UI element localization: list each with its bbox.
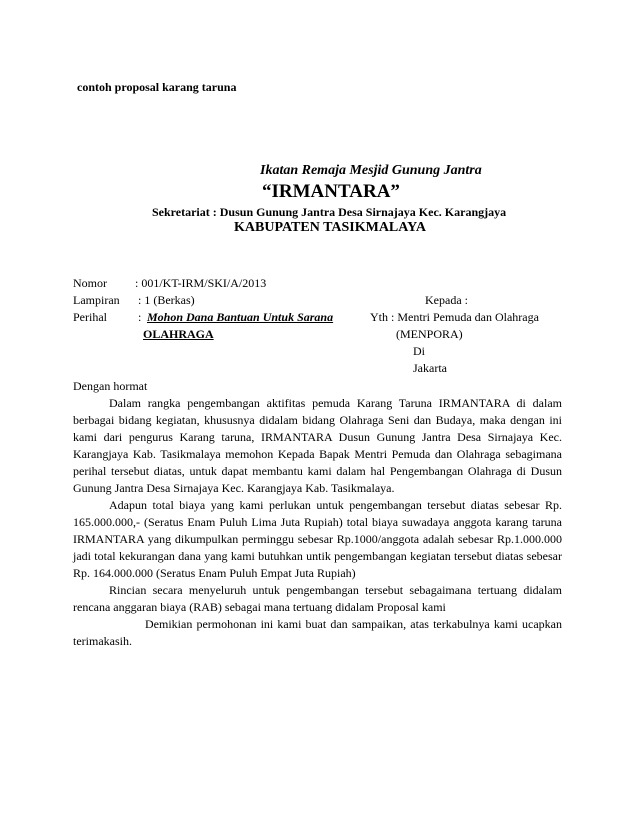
paragraph-3: Rincian secara menyeluruh untuk pengembangan tersebut sebagaimana tertuang didalam rencana anggaran biaya (RAB) sebagai mana tertuang didalam Proposal kami — [73, 583, 562, 614]
recipient-di: Di — [413, 344, 425, 358]
letter-body — [73, 378, 562, 650]
perihal-value-cont: OLAHRAGA — [143, 327, 214, 341]
greeting: Dengan hormat — [73, 379, 148, 393]
org-city: KABUPATEN TASIKMALAYA — [234, 220, 427, 235]
nomor-label: Nomor — [73, 276, 107, 290]
recipient-kepada: Kepada : — [425, 293, 468, 307]
lampiran-value: : 1 (Berkas) — [138, 293, 195, 307]
recipient-city: Jakarta — [413, 361, 447, 375]
perihal-label: Perihal — [73, 310, 107, 324]
lampiran-label: Lampiran — [73, 293, 120, 307]
perihal-colon: : — [138, 310, 142, 324]
paragraph-4: Demikian permohonan ini kami buat dan sampaikan, atas terkabulnya kami ucapkan terimakasih. — [73, 617, 562, 648]
nomor-value: : 001/KT-IRM/SKI/A/2013 — [135, 276, 267, 290]
paragraph-2: Adapun total biaya yang kami perlukan untuk pengembangan tersebut diatas sebesar Rp. 165.000.000,- (Seratus Enam Puluh Lima Juta Rupiah) total biaya suwadaya anggota karang taruna IRMANTARA yang dikumpulkan perminggu sebesar Rp.1000/anggota adalah sebesar Rp.1.000.000 jadi total kekurangan dana yang kami butuhkan untik pengembangan kegiatan tersebut diatas sebesar Rp. 164.000.000 (Seratus Enam Puluh Empat Juta Rupiah) — [73, 498, 562, 580]
document-title: contoh proposal karang taruna — [77, 80, 237, 94]
paragraph-1: Dalam rangka pengembangan aktifitas pemuda Karang Taruna IRMANTARA di dalam berbagai bidang kegiatan, khususnya didalam bidang Olahraga Seni dan Budaya, maka dengan ini kami dari pengurus Karang taruna, IRMANTARA Dusun Gunung Jantra Desa Sirnajaya Kec. Karangjaya Kab. Tasikmalaya memohon Kepada Bapak Mentri Pemuda dan Olahraga sebagimana perihal tersebut diatas, untuk dapat membantu kami dalam hal Pengembangan Olahraga di Dusun Gunung Jantra Desa Sirnajaya Kec. Karangjaya Kab. Tasikmalaya. — [73, 396, 562, 495]
org-name: “IRMANTARA” — [262, 181, 400, 202]
recipient-yth: Yth : Mentri Pemuda dan Olahraga — [370, 310, 539, 324]
org-address: Sekretariat : Dusun Gunung Jantra Desa Sirnajaya Kec. Karangjaya — [152, 205, 507, 219]
recipient-abbr: (MENPORA) — [396, 327, 463, 341]
perihal-value: Mohon Dana Bantuan Untuk Sarana — [147, 310, 334, 324]
org-line: Ikatan Remaja Mesjid Gunung Jantra — [260, 163, 482, 178]
